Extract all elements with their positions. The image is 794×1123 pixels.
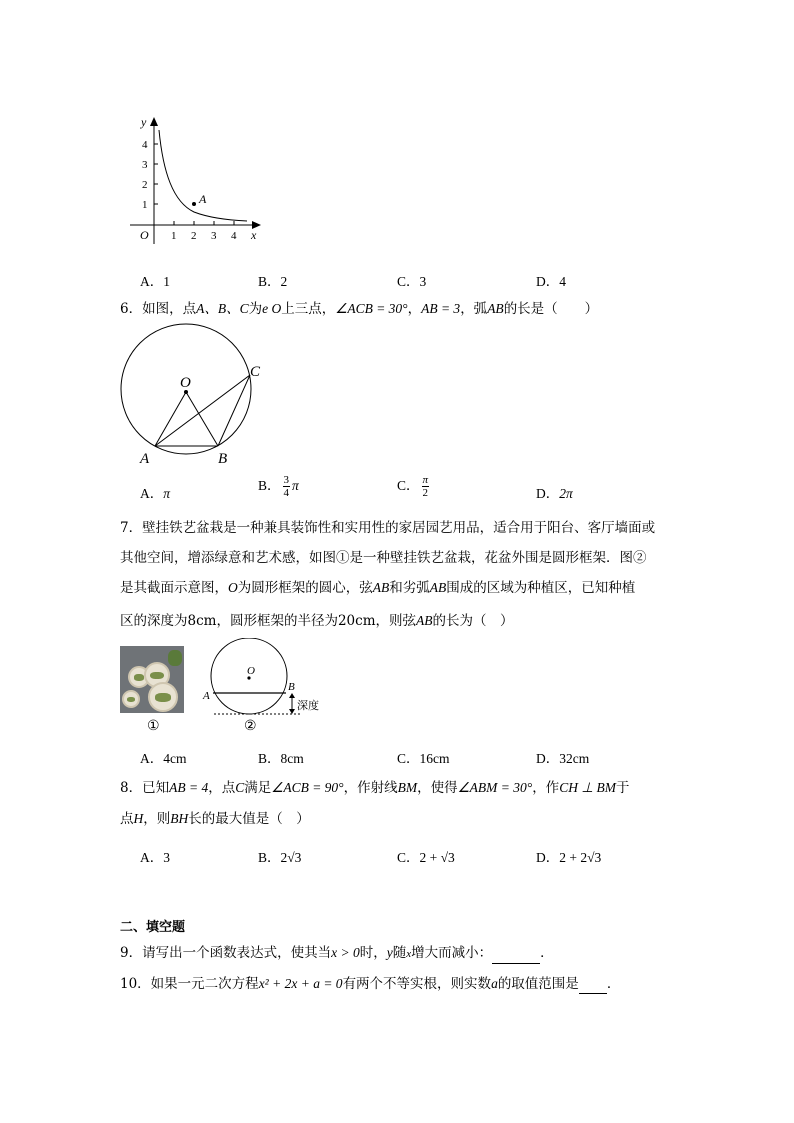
x-tick-label: 2 (191, 230, 197, 242)
y-tick-label: 2 (142, 179, 148, 191)
q7-option-b[interactable]: B．8cm (258, 751, 304, 766)
q8-option-c[interactable]: C．2 + √3 (397, 850, 455, 865)
figure-1-caption: ① (147, 718, 160, 734)
q5-option-b[interactable]: B．2 (258, 274, 288, 289)
y-tick-label: 3 (142, 159, 148, 171)
point-a-label: A (199, 192, 207, 206)
label-a: A (140, 451, 150, 467)
origin-label: O (140, 228, 149, 242)
q5-graph (125, 112, 270, 247)
q7-line-1: 7．壁挂铁艺盆栽是一种兼具装饰性和实用性的家居园艺用品，适合用于阳台、客厅墙面或 (120, 520, 656, 536)
q6-option-c[interactable]: C． $\frac{\pi}{2}$ (397, 474, 429, 500)
q8-line-2: 点H，则BH长的最大值是（ ） (120, 811, 310, 827)
point-a-dot (192, 202, 196, 206)
x-tick-label: 1 (171, 230, 177, 242)
x-tick-label: 3 (211, 230, 217, 242)
label-c: C (250, 364, 261, 380)
q8-line-1: 8．已知AB = 4，点C满足∠ACB = 90°，作射线BM，使得∠ABM = 30°，作CH ⊥ BM于 (120, 780, 630, 796)
q7-line-3: 是其截面示意图，O为圆形框架的圆心，弦AB和劣弧AB围成的区域为种植区，已知种植 (120, 580, 636, 596)
q6-option-d[interactable]: D．2π (536, 486, 573, 501)
q6-circle-figure (110, 322, 280, 470)
q6-option-b[interactable]: B． $\frac{3}{4}$ π (258, 474, 299, 500)
q7-line-4: 区的深度为8cm，圆形框架的半径为20cm，则弦AB的长为（ ） (120, 613, 514, 629)
q8-option-a[interactable]: A．3 (140, 850, 170, 865)
q9-answer-blank[interactable] (492, 949, 540, 964)
q9-stem: 9．请写出一个函数表达式，使其当x > 0时，y随x增大而减小： ． (120, 943, 554, 964)
wall-planter-photo (120, 646, 184, 713)
q5-option-c[interactable]: C．3 (397, 274, 427, 289)
label-a: A (203, 690, 210, 702)
q5-option-d[interactable]: D．4 (536, 274, 566, 289)
q6-stem: 6．如图，点A、B、C为e O上三点，∠ACB = 30°，AB = 3，弧AB的长是（ ） (120, 301, 599, 317)
y-tick-label: 4 (142, 139, 148, 151)
label-o: O (247, 665, 255, 677)
figure-2-caption: ② (244, 718, 257, 734)
q5-option-a[interactable]: A．1 (140, 274, 170, 289)
section-heading: 二、填空题 (120, 920, 186, 935)
q7-option-d[interactable]: D．32cm (536, 751, 590, 766)
q10-stem: 10．如果一元二次方程x² + 2x + a = 0有两个不等实根，则实数a的取值范围是 ． (120, 976, 621, 992)
q7-option-c[interactable]: C．16cm (397, 751, 450, 766)
x-tick-label: 4 (231, 230, 237, 242)
q8-option-b[interactable]: B．2√3 (258, 850, 302, 865)
depth-label: 深度 (297, 699, 319, 712)
q7-line-2: 其他空间，增添绿意和艺术感，如图①是一种壁挂铁艺盆栽，花盆外围是圆形框架．图② (120, 550, 647, 566)
q6-option-a[interactable]: A．π (140, 486, 171, 501)
planter-cross-section (200, 638, 330, 720)
y-axis-label: y (141, 115, 147, 129)
y-tick-label: 1 (142, 199, 148, 211)
label-b: B (288, 681, 295, 693)
label-o: O (180, 375, 191, 391)
q7-option-a[interactable]: A．4cm (140, 751, 187, 766)
q10-answer-blank[interactable] (579, 979, 607, 994)
q8-option-d[interactable]: D．2 + 2√3 (536, 850, 602, 865)
label-b: B (218, 451, 228, 467)
x-axis-label: x (251, 228, 257, 242)
